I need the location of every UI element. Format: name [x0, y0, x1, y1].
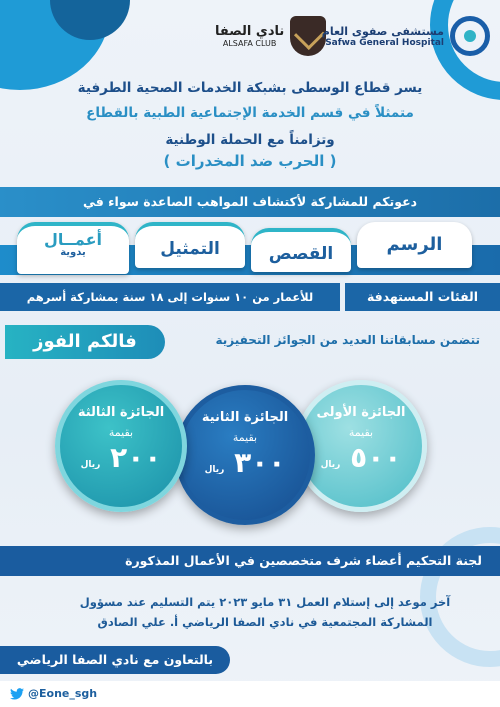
- footer: [0, 681, 500, 707]
- prizes-header-row: [0, 325, 500, 359]
- safwa-hospital-logo: [322, 16, 490, 56]
- deadline-text: [50, 592, 480, 632]
- twitter-icon: [10, 688, 24, 700]
- prize-first: [295, 380, 427, 512]
- alsafa-club-logo: [215, 16, 326, 56]
- twitter-handle: @Eone_sgh: [28, 687, 98, 700]
- target-audience-row: [0, 283, 500, 311]
- prize-currency: ريال: [80, 460, 101, 470]
- category-crafts-sub: يدوية: [60, 247, 86, 258]
- prize-amount: [60, 441, 182, 474]
- target-audience-value: للأعمار من ١٠ سنوات إلى ١٨ سنة بمشاركة أسرهم: [0, 283, 340, 311]
- deadline-line-1: آخر موعد إلى إستلام العمل ٣١ مايو ٢٠٢٣ يتم التسليم عند مسؤول: [79, 595, 451, 609]
- jury-banner: لجنة التحكيم أعضاء شرف متخصصين في الأعمال المذكورة: [0, 546, 500, 576]
- target-audience-label: الفئات المستهدفة: [345, 283, 500, 311]
- prize-third: [55, 380, 187, 512]
- deadline-line-2: المشاركة المجتمعية في نادي الصفا الرياضي أ. علي الصادق: [97, 615, 433, 629]
- prize-second: [175, 385, 315, 525]
- hospital-name: [322, 25, 444, 48]
- club-name-en: ALSAFA CLUB: [222, 39, 277, 48]
- intro-line-1: يسر قطاع الوسطى بشبكة الخدمات الصحية الطرفية: [77, 80, 423, 96]
- logos-row: [215, 16, 490, 66]
- collaboration-banner: بالتعاون مع نادي الصفا الرياضي: [0, 646, 230, 674]
- category-crafts-main: أعمــال: [44, 230, 102, 249]
- intro-line-2: متمثلاً في قسم الخدمة الإجتماعية الطبية بالقطاع: [86, 105, 414, 121]
- category-stories: القصص: [251, 228, 351, 272]
- prize-currency: ريال: [204, 465, 225, 475]
- intro-line-3: وتزامناً مع الحملة الوطنية: [165, 132, 335, 148]
- prize-currency: ريال: [320, 460, 341, 470]
- twitter-link[interactable]: [10, 687, 97, 700]
- prize-value-label: بقيمة: [348, 426, 374, 439]
- prize-value-label: بقيمة: [232, 431, 258, 444]
- prize-amount-value: ٣٠٠: [234, 446, 286, 479]
- prize-amount-value: ٢٠٠: [110, 441, 162, 474]
- campaign-title: ( الحرب ضد المخدرات ): [163, 152, 337, 170]
- prize-amount-value: ٥٠٠: [350, 441, 402, 474]
- prize-title: الجائزة الثالثة: [77, 405, 165, 420]
- prize-amount: [300, 441, 422, 474]
- prize-title: الجائزة الأولى: [316, 405, 406, 420]
- prize-value-label: بقيمة: [108, 426, 134, 439]
- hospital-name-ar: مستشفى صفوى العام: [321, 24, 444, 38]
- intro-text: [20, 80, 480, 170]
- prize-title: الجائزة الثانية: [201, 410, 289, 425]
- category-acting: التمثيل: [135, 222, 245, 268]
- hospital-mark-icon: [450, 16, 490, 56]
- category-crafts: [17, 222, 129, 274]
- club-name: [215, 24, 284, 48]
- category-drawing: الرسم: [357, 222, 472, 268]
- good-luck-banner: فالكم الفوز: [5, 325, 165, 359]
- prize-amount: [180, 446, 310, 479]
- hospital-name-en: Safwa General Hospital: [325, 37, 444, 48]
- prizes-note: تتضمن مسابقاتنا العديد من الجوائز التحفيزية: [215, 333, 480, 347]
- invite-banner: دعوتكم للمشاركة لأكتشاف المواهب الصاعدة سواء في: [0, 187, 500, 217]
- club-name-ar: نادي الصفا: [215, 24, 285, 39]
